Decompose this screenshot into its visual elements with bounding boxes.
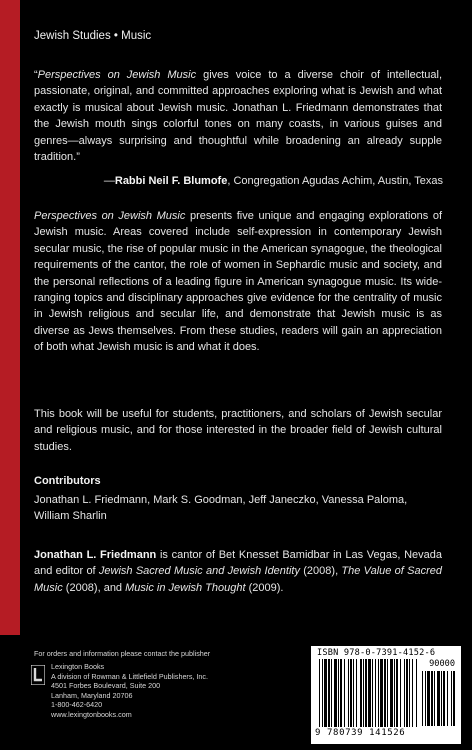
attribution-affiliation: , Congregation Agudas Achim, Austin, Texas (227, 175, 443, 187)
bio-text: (2009). (245, 581, 284, 594)
bio-text: is cantor of Bet Knesset Bamidbar in Las Vegas, Nevada and editor of (34, 549, 443, 578)
back-cover-text (34, 0, 444, 640)
author-name: Jonathan L. Friedmann (34, 549, 157, 561)
quote-text: gives voice to a diverse choir of intellectual, passionate, original, and committed approaches exploring what is Jewish and what exactly is musical about Jewish music. Jonathan L. Friedmann demonstrates that the Jewish mouth sings colorful tones on many coasts, in various guises and genres—always surprising and thoughtful while broadening an already supple tradition.” (34, 69, 442, 164)
publisher-website: www.lexingtonbooks.com (51, 709, 132, 719)
endorsement-attribution (34, 173, 443, 189)
description-text: presents five unique and engaging explorations of Jewish music. Areas covered include self-expression in contemporary Jewish secular music, the rise of popular music in the American synagogue, the theological requirements of the cantor, the role of women in Sephardic music and society, and the personal reflections of a leading figure in American synagogue music. Its wide-ranging topics and disciplinary approaches give evidence for the centrality of music in Jewish religious and secular life, and demonstrate that Jewish music is as diverse as Jews themselves. From these studies, readers will gain an appreciation of both what Jewish music is and what it does. (34, 210, 442, 354)
price-code: 90000 (429, 659, 455, 669)
ean-barcode-bars (319, 659, 417, 727)
ean-number: 9 780739 141526 (315, 728, 406, 738)
price-barcode-bars (422, 671, 456, 726)
lexington-books-logo-icon (31, 665, 45, 685)
quote-open-mark: “ (34, 69, 38, 81)
bio-text: (2008), and (62, 581, 126, 594)
endorsement-quote (34, 67, 442, 165)
quote-book-title: Perspectives on Jewish Music (37, 69, 197, 81)
attribution-dash: — (103, 175, 115, 187)
isbn-barcode (311, 646, 461, 744)
bio-book-title: Music in Jewish Thought (125, 581, 246, 594)
audience-paragraph: This book will be useful for students, practitioners, and scholars of Jewish secular and religious music, and for those interested in the broader field of Jewish cultural studies. (34, 408, 442, 453)
publisher-line: Lanham, Maryland 20706 (51, 690, 133, 700)
isbn-label: ISBN 978-0-7391-4152-6 (317, 648, 436, 658)
contributors-list: Jonathan L. Friedmann, Mark S. Goodman, Jeff Janeczko, Vanessa Paloma, William Sharlin (34, 494, 408, 523)
bio-book-title: Jewish Sacred Music and Jewish Identity (98, 565, 300, 578)
publisher-line: A division of Rowman & Littlefield Publishers, Inc. (51, 671, 209, 681)
publisher-line: Lexington Books (51, 662, 105, 671)
description-book-title: Perspectives on Jewish Music (34, 210, 186, 222)
attribution-name: Rabbi Neil F. Blumofe (114, 175, 228, 187)
publisher-footer (0, 640, 472, 750)
bio-text: (2008), (299, 565, 342, 578)
publisher-line: 1-800-462-6420 (51, 700, 103, 710)
category-label: Jewish Studies • Music (34, 30, 152, 42)
bio-book-title: The Value of Sacred Music (34, 565, 442, 594)
orders-note: For orders and information please contact the publisher (34, 649, 211, 658)
author-bio (34, 547, 442, 596)
publisher-address (51, 662, 208, 720)
publisher-line: 4501 Forbes Boulevard, Suite 200 (51, 681, 161, 691)
book-description (34, 208, 442, 356)
contributors-heading: Contributors (34, 475, 101, 487)
red-spine-stripe (0, 0, 20, 635)
